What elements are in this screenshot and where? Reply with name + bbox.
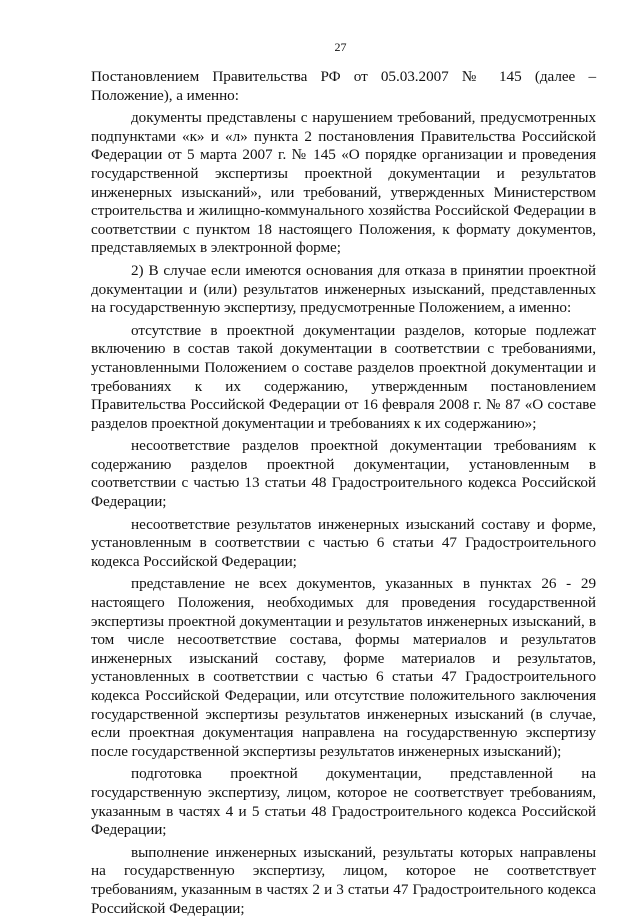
paragraph-sections-mismatch: несоответствие разделов проектной документации требованиям к содержанию разделов проектной документации, установленным в соответствии с частью 13 статьи 48 Градостроительного кодекса Российской Федерации; xyxy=(91,437,596,511)
paragraph-documents-violation: документы представлены с нарушением требований, предусмотренных подпунктами «к» и «л» пункта 2 постановления Правительства Российской Федерации от 5 марта 2007 г. № 145 «О порядке организации и проведения государственной экспертизы проектной документации и результатов инженерных изысканий», или требований, утвержденных Министерством строительства и жилищно-коммунального хозяйства Российской Федерации в соответствии с пунктом 18 настоящего Положения, к формату документов, представляемых в электронной форме; xyxy=(91,109,596,257)
paragraph-incomplete-documents: представление не всех документов, указанных в пунктах 26 - 29 настоящего Положения, необходимых для проведения государственной экспертизы проектной документации и результатов инженерных изысканий, в том числе несоответствие состава, формы материалов и результатов инженерных изысканий составу, форме материалов и результатов, установленных в соответствии с частью 6 статьи 47 Градостроительного кодекса Российской Федерации, или отсутствие положительного заключения государственной экспертизы результатов инженерных изысканий (в случае, если проектная документация направлена на государственную экспертизу после государственной экспертизы результатов инженерных изысканий); xyxy=(91,575,596,760)
paragraph-surveys-mismatch: несоответствие результатов инженерных изысканий составу и форме, установленным в соответствии с частью 6 статьи 47 Градостроительного кодекса Российской Федерации; xyxy=(91,515,596,570)
document-body xyxy=(91,68,596,918)
page-number: 27 xyxy=(334,40,347,54)
paragraph-missing-sections: отсутствие в проектной документации разделов, которые подлежат включению в состав такой документации в соответствии с требованиями, установленными Положением о составе разделов проектной документации и требованиях к их содержанию, утвержденным постановлением Правительства Российской Федерации от 16 февраля 2008 г. № 87 «О составе разделов проектной документации и требованиях к их содержанию»; xyxy=(91,321,596,432)
paragraph-preparation-person: подготовка проектной документации, представленной на государственную экспертизу, лицом, которое не соответствует требованиям, указанным в частях 4 и 5 статьи 48 Градостроительного кодекса Российской Федерации; xyxy=(91,765,596,839)
paragraph-continuation: Постановлением Правительства РФ от 05.03.2007 № 145 (далее – Положение), а именно: xyxy=(91,68,596,104)
paragraph-item-2: 2) В случае если имеются основания для отказа в принятии проектной документации и (или) результатов инженерных изысканий, представленных на государственную экспертизу, предусмотренные Положением, а именно: xyxy=(91,261,596,317)
paragraph-surveys-person: выполнение инженерных изысканий, результаты которых направлены на государственную экспертизу, лицом, которое не соответствует требованиям, указанным в частях 2 и 3 статьи 47 Градостроительного кодекса Российской Федерации; xyxy=(91,843,596,917)
